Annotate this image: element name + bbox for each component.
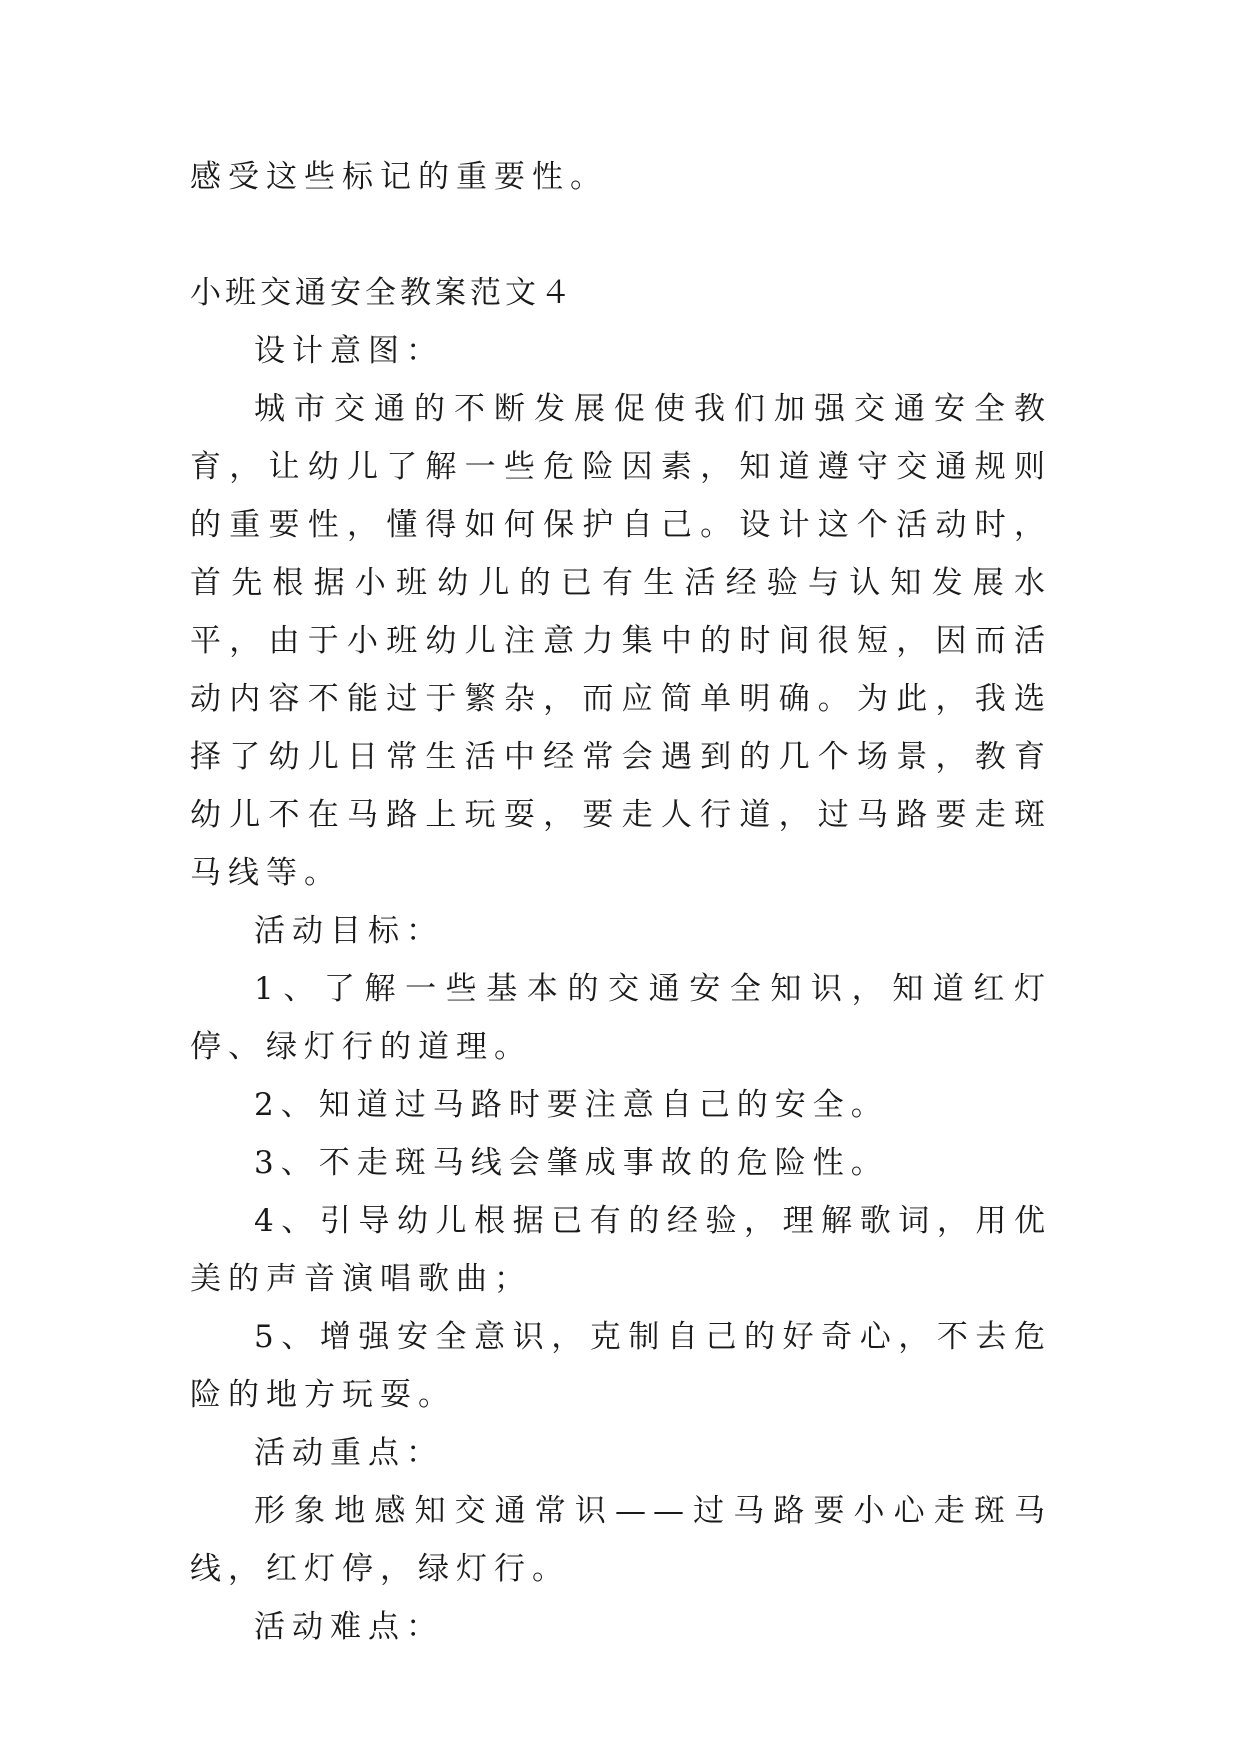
objective-item-5: 5、增强安全意识，克制自己的好奇心，不去危险的地方玩耍。 — [190, 1319, 1052, 1413]
objective-item-1: 1、了解一些基本的交通安全知识，知道红灯停、绿灯行的道理。 — [190, 971, 1052, 1065]
continuation-text: 感受这些标记的重要性。 — [190, 159, 608, 195]
key-points-heading: 活动重点： — [254, 1435, 444, 1471]
difficulties-heading: 活动难点： — [254, 1609, 444, 1645]
key-points-paragraph: 形象地感知交通常识——过马路要小心走斑马线，红灯停，绿灯行。 — [190, 1493, 1052, 1587]
section-title: 小班交通安全教案范文４ — [190, 275, 575, 311]
objective-item-3: 3、不走斑马线会肇成事故的危险性。 — [254, 1145, 889, 1181]
design-intent-heading: 设计意图： — [254, 333, 444, 369]
design-intent-paragraph: 城市交通的不断发展促使我们加强交通安全教育，让幼儿了解一些危险因素，知道遵守交通规则的重要性，懂得如何保护自己。设计这个活动时，首先根据小班幼儿的已有生活经验与认知发展水平，由于小班幼儿注意力集中的时间很短，因而活动内容不能过于繁杂，而应简单明确。为此，我选择了幼儿日常生活中经常会遇到的几个场景，教育幼儿不在马路上玩耍，要走人行道，过马路要走斑马线等。 — [190, 391, 1052, 891]
objective-item-2: 2、知道过马路时要注意自己的安全。 — [254, 1087, 889, 1123]
objectives-heading: 活动目标： — [254, 913, 444, 949]
document-body — [190, 148, 1052, 1656]
objective-item-4: 4、引导幼儿根据已有的经验，理解歌词，用优美的声音演唱歌曲； — [190, 1203, 1052, 1297]
